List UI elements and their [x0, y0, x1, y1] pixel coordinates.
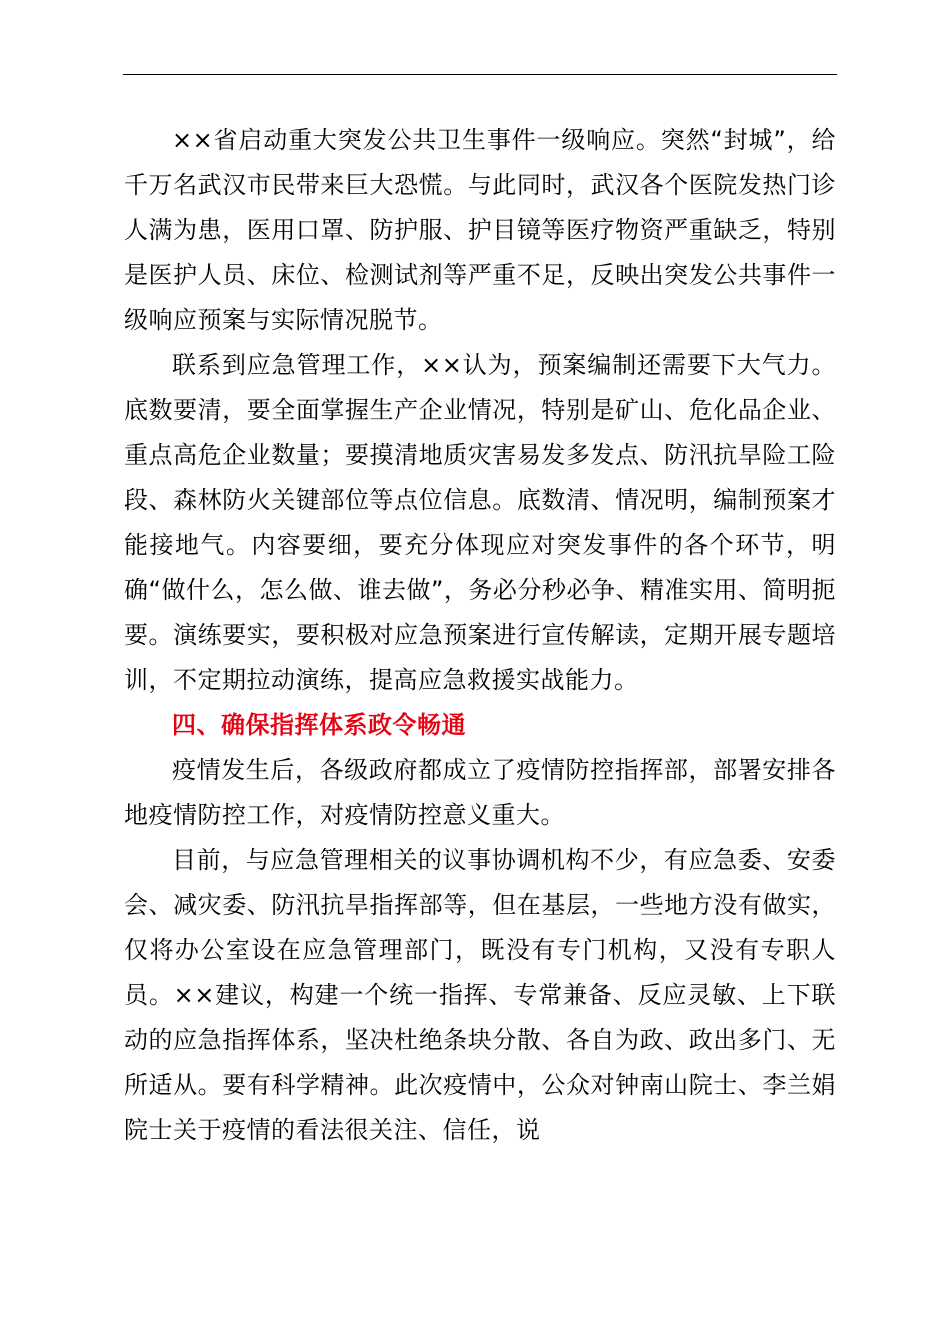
header-rule	[123, 74, 837, 75]
paragraph-3: 疫情发生后，各级政府都成立了疫情防控指挥部，部署安排各地疫情防控工作，对疫情防控意义重大。	[124, 756, 836, 829]
section-heading: 四、确保指挥体系政令畅通	[172, 711, 466, 739]
paragraph-4: 目前，与应急管理相关的议事协调机构不少，有应急委、安委会、减灾委、防汛抗旱指挥部等，但在基层，一些地方没有做实，仅将办公室设在应急管理部门，既没有专门机构，又没有专职人员。××建议，构建一个统一指挥、专常兼备、反应灵敏、上下联动的应急指挥体系，坚决杜绝条块分散、各自为政、政出多门、无所适从。要有科学精神。此次疫情中，公众对钟南山院士、李兰娟院士关于疫情的看法很关注、信任，说	[124, 846, 836, 1144]
paragraph-2: 联系到应急管理工作，××认为，预案编制还需要下大气力。底数要清，要全面掌握生产企业情况，特别是矿山、危化品企业、重点高危企业数量；要摸清地质灾害易发多发点、防汛抗旱险工险段、森林防火关键部位等点位信息。底数清、情况明，编制预案才能接地气。内容要细，要充分体现应对突发事件的各个环节，明确“做什么，怎么做、谁去做”，务必分秒必争、精准实用、简明扼要。演练要实，要积极对应急预案进行宣传解读，定期开展专题培训，不定期拉动演练，提高应急救援实战能力。	[124, 351, 836, 694]
paragraph-1: ××省启动重大突发公共卫生事件一级响应。突然“封城”，给千万名武汉市民带来巨大恐慌。与此同时，武汉各个医院发热门诊人满为患，医用口罩、防护服、护目镜等医疗物资严重缺乏，特别是医护人员、床位、检测试剂等严重不足，反映出突发公共事件一级响应预案与实际情况脱节。	[124, 126, 836, 334]
document-body	[124, 118, 836, 1153]
